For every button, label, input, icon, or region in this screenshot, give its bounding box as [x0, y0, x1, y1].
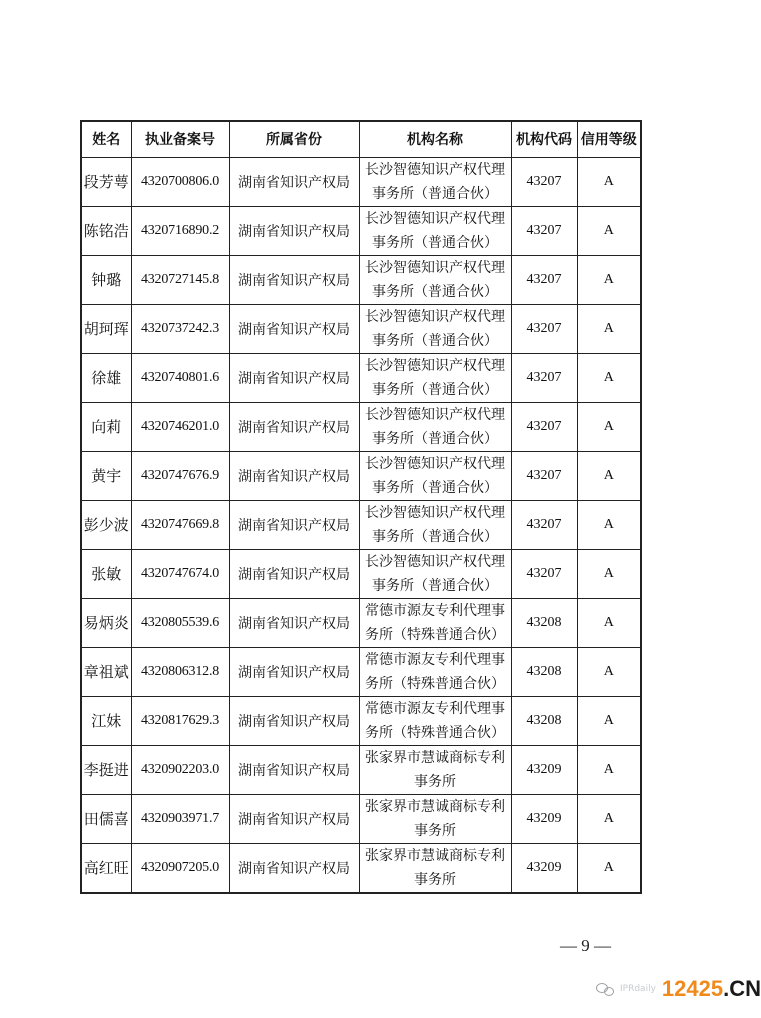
cell-org-code: 43208 — [511, 696, 577, 745]
cell-registration-number: 4320716890.2 — [131, 206, 229, 255]
organization-line-1: 长沙智德知识产权代理 — [365, 553, 505, 570]
cell-province: 湖南省知识产权局 — [229, 843, 359, 893]
cell-registration-number: 4320747676.9 — [131, 451, 229, 500]
organization-line-2: 务所（特殊普通合伙） — [365, 675, 505, 692]
cell-credit-grade: A — [577, 843, 641, 893]
cell-credit-grade: A — [577, 794, 641, 843]
cell-organization — [359, 745, 511, 794]
cell-credit-grade: A — [577, 500, 641, 549]
table-row — [81, 206, 641, 255]
cell-registration-number: 4320727145.8 — [131, 255, 229, 304]
organization-line-2: 事务所（普通合伙） — [372, 332, 498, 349]
cell-credit-grade: A — [577, 353, 641, 402]
organization-line-1: 张家界市慧诚商标专利 — [365, 749, 505, 766]
table-row — [81, 549, 641, 598]
cell-name: 高红旺 — [81, 843, 131, 893]
cell-credit-grade: A — [577, 745, 641, 794]
cell-name: 黄宇 — [81, 451, 131, 500]
cell-registration-number: 4320740801.6 — [131, 353, 229, 402]
organization-line-2: 事务所 — [414, 871, 456, 888]
cell-organization — [359, 794, 511, 843]
page-number: — 9 — — [560, 936, 611, 955]
cell-province: 湖南省知识产权局 — [229, 402, 359, 451]
cell-registration-number: 4320746201.0 — [131, 402, 229, 451]
cell-province: 湖南省知识产权局 — [229, 794, 359, 843]
table-header-row — [81, 121, 641, 157]
organization-line-1: 长沙智德知识产权代理 — [365, 210, 505, 227]
cell-credit-grade: A — [577, 157, 641, 206]
cell-organization — [359, 598, 511, 647]
cell-province: 湖南省知识产权局 — [229, 647, 359, 696]
cell-registration-number: 4320747669.8 — [131, 500, 229, 549]
cell-org-code: 43207 — [511, 353, 577, 402]
cell-province: 湖南省知识产权局 — [229, 304, 359, 353]
table-body — [81, 157, 641, 893]
header-org-code: 机构代码 — [511, 121, 577, 157]
organization-line-2: 事务所（普通合伙） — [372, 234, 498, 251]
cell-organization — [359, 304, 511, 353]
organization-line-2: 事务所 — [414, 822, 456, 839]
cell-organization — [359, 255, 511, 304]
cell-registration-number: 4320817629.3 — [131, 696, 229, 745]
cell-org-code: 43208 — [511, 647, 577, 696]
cell-province: 湖南省知识产权局 — [229, 696, 359, 745]
organization-line-1: 长沙智德知识产权代理 — [365, 259, 505, 276]
organization-line-1: 常德市源友专利代理事 — [365, 700, 505, 717]
watermark-faint-text: IPRdaily — [620, 984, 656, 994]
cell-name: 钟璐 — [81, 255, 131, 304]
table-row — [81, 451, 641, 500]
cell-province: 湖南省知识产权局 — [229, 451, 359, 500]
table-row — [81, 598, 641, 647]
cell-org-code: 43207 — [511, 157, 577, 206]
agent-credit-table — [80, 120, 642, 894]
organization-line-1: 张家界市慧诚商标专利 — [365, 798, 505, 815]
cell-province: 湖南省知识产权局 — [229, 157, 359, 206]
organization-line-1: 张家界市慧诚商标专利 — [365, 847, 505, 864]
cell-organization — [359, 402, 511, 451]
cell-registration-number: 4320700806.0 — [131, 157, 229, 206]
cell-organization — [359, 843, 511, 893]
cell-province: 湖南省知识产权局 — [229, 500, 359, 549]
organization-line-2: 务所（特殊普通合伙） — [365, 724, 505, 741]
cell-province: 湖南省知识产权局 — [229, 745, 359, 794]
table-row — [81, 794, 641, 843]
cell-credit-grade: A — [577, 304, 641, 353]
cell-org-code: 43207 — [511, 304, 577, 353]
cell-org-code: 43209 — [511, 843, 577, 893]
cell-credit-grade: A — [577, 549, 641, 598]
cell-province: 湖南省知识产权局 — [229, 598, 359, 647]
cell-name: 田儒喜 — [81, 794, 131, 843]
cell-name: 段芳萼 — [81, 157, 131, 206]
cell-credit-grade: A — [577, 696, 641, 745]
wechat-icon — [596, 982, 614, 996]
cell-credit-grade: A — [577, 451, 641, 500]
organization-line-2: 事务所（普通合伙） — [372, 185, 498, 202]
organization-line-1: 长沙智德知识产权代理 — [365, 357, 505, 374]
header-name: 姓名 — [81, 121, 131, 157]
cell-name: 陈铭浩 — [81, 206, 131, 255]
organization-line-2: 事务所 — [414, 773, 456, 790]
organization-line-1: 长沙智德知识产权代理 — [365, 455, 505, 472]
cell-organization — [359, 206, 511, 255]
cell-organization — [359, 353, 511, 402]
cell-name: 向莉 — [81, 402, 131, 451]
cell-province: 湖南省知识产权局 — [229, 206, 359, 255]
cell-name: 章祖斌 — [81, 647, 131, 696]
cell-name: 徐雄 — [81, 353, 131, 402]
cell-credit-grade: A — [577, 206, 641, 255]
cell-registration-number: 4320907205.0 — [131, 843, 229, 893]
cell-org-code: 43207 — [511, 255, 577, 304]
cell-registration-number: 4320903971.7 — [131, 794, 229, 843]
organization-line-1: 长沙智德知识产权代理 — [365, 161, 505, 178]
cell-registration-number: 4320806312.8 — [131, 647, 229, 696]
organization-line-2: 事务所（普通合伙） — [372, 381, 498, 398]
brand-number: 12425 — [661, 976, 724, 1001]
cell-organization — [359, 549, 511, 598]
cell-organization — [359, 696, 511, 745]
table-row — [81, 402, 641, 451]
watermark-brand — [662, 976, 761, 1002]
cell-name: 李挺进 — [81, 745, 131, 794]
cell-credit-grade: A — [577, 402, 641, 451]
organization-line-1: 长沙智德知识产权代理 — [365, 504, 505, 521]
cell-name: 张敏 — [81, 549, 131, 598]
cell-registration-number: 4320902203.0 — [131, 745, 229, 794]
table-row — [81, 304, 641, 353]
organization-line-1: 常德市源友专利代理事 — [365, 602, 505, 619]
organization-line-2: 务所（特殊普通合伙） — [365, 626, 505, 643]
cell-organization — [359, 157, 511, 206]
cell-name: 江妹 — [81, 696, 131, 745]
table-row — [81, 696, 641, 745]
table-row — [81, 745, 641, 794]
header-credit-grade: 信用等级 — [577, 121, 641, 157]
organization-line-2: 事务所（普通合伙） — [372, 479, 498, 496]
cell-org-code: 43208 — [511, 598, 577, 647]
cell-credit-grade: A — [577, 647, 641, 696]
cell-registration-number: 4320747674.0 — [131, 549, 229, 598]
watermark — [596, 976, 761, 1002]
organization-line-1: 长沙智德知识产权代理 — [365, 308, 505, 325]
cell-org-code: 43207 — [511, 549, 577, 598]
cell-province: 湖南省知识产权局 — [229, 255, 359, 304]
cell-credit-grade: A — [577, 598, 641, 647]
cell-credit-grade: A — [577, 255, 641, 304]
cell-org-code: 43207 — [511, 206, 577, 255]
cell-registration-number: 4320805539.6 — [131, 598, 229, 647]
organization-line-1: 常德市源友专利代理事 — [365, 651, 505, 668]
organization-line-2: 事务所（普通合伙） — [372, 577, 498, 594]
cell-organization — [359, 500, 511, 549]
table-row — [81, 255, 641, 304]
brand-domain: .CN — [723, 976, 761, 1001]
organization-line-2: 事务所（普通合伙） — [372, 283, 498, 300]
cell-province: 湖南省知识产权局 — [229, 549, 359, 598]
cell-name: 易炳炎 — [81, 598, 131, 647]
header-organization: 机构名称 — [359, 121, 511, 157]
cell-province: 湖南省知识产权局 — [229, 353, 359, 402]
cell-org-code: 43209 — [511, 745, 577, 794]
header-province: 所属省份 — [229, 121, 359, 157]
table-row — [81, 843, 641, 893]
cell-organization — [359, 451, 511, 500]
cell-organization — [359, 647, 511, 696]
organization-line-2: 事务所（普通合伙） — [372, 528, 498, 545]
table-row — [81, 647, 641, 696]
cell-name: 胡珂珲 — [81, 304, 131, 353]
table-row — [81, 353, 641, 402]
cell-registration-number: 4320737242.3 — [131, 304, 229, 353]
cell-org-code: 43207 — [511, 402, 577, 451]
cell-org-code: 43209 — [511, 794, 577, 843]
header-registration-number: 执业备案号 — [131, 121, 229, 157]
organization-line-1: 长沙智德知识产权代理 — [365, 406, 505, 423]
cell-name: 彭少波 — [81, 500, 131, 549]
cell-org-code: 43207 — [511, 451, 577, 500]
cell-org-code: 43207 — [511, 500, 577, 549]
organization-line-2: 事务所（普通合伙） — [372, 430, 498, 447]
table-row — [81, 157, 641, 206]
table-row — [81, 500, 641, 549]
